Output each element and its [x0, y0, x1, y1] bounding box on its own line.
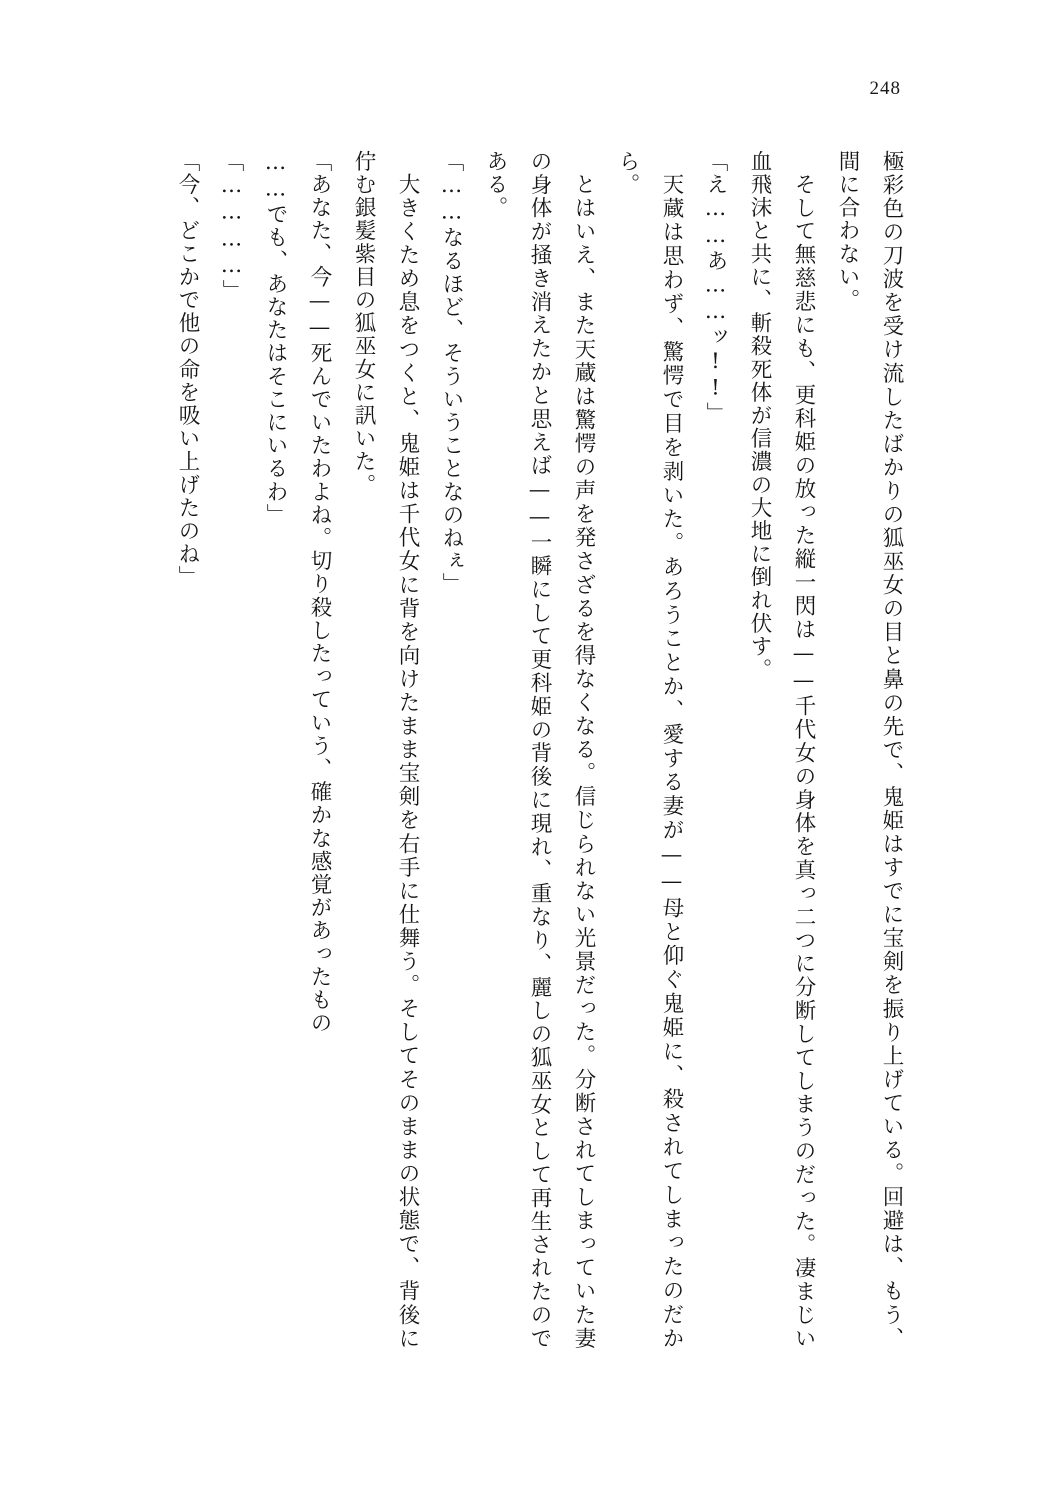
paragraph: 「今、どこかで他の命を吸い上げたのね」 [175, 150, 200, 589]
page-body-text [113, 150, 913, 1350]
paragraph: 天蔵は思わず、驚愕で目を剥いた。あろうことか、愛する妻が——母と仰ぐ鬼姫に、殺されてしまったのだから。 [615, 150, 684, 1350]
paragraph: 極彩色の刀波を受け流したばかりの狐巫女の目と鼻の先で、鬼姫はすでに宝剣を振り上げている。回避は、もう、間に合わない。 [835, 150, 904, 1350]
paragraph: 「え……あ……ッ!!」 [703, 150, 728, 426]
paragraph: 「……なるほど、そういうことなのねぇ」 [439, 150, 464, 596]
paragraph: そして無慈悲にも、更科姫の放った縦一閃は——千代女の身体を真っ二つに分断してしまうのだった。凄まじい血飛沫と共に、斬殺死体が信濃の大地に倒れ伏す。 [747, 150, 816, 1350]
paragraph: 「…………」 [219, 150, 244, 303]
paragraph: 大きくため息をつくと、鬼姫は千代女に背を向けたまま宝剣を右手に仕舞う。そしてそのままの状態で、背後に佇む銀髪紫目の狐巫女に訊いた。 [351, 150, 420, 1350]
paragraph: とはいえ、また天蔵は驚愕の声を発さざるを得なくなる。信じられない光景だった。分断されてしまっていた妻の身体が掻き消えたかと思えば——一瞬にして更科姫の背後に現れ、重なり、麗しの狐巫女として再生されたのである。 [483, 150, 596, 1350]
paragraph: 「あなた、今——死んでいたわよね。切り殺したっていう、確かな感覚があったもの [307, 150, 332, 1035]
page-number: 248 [869, 78, 901, 99]
paragraph: ……でも、あなたはそこにいるわ」 [263, 150, 288, 527]
